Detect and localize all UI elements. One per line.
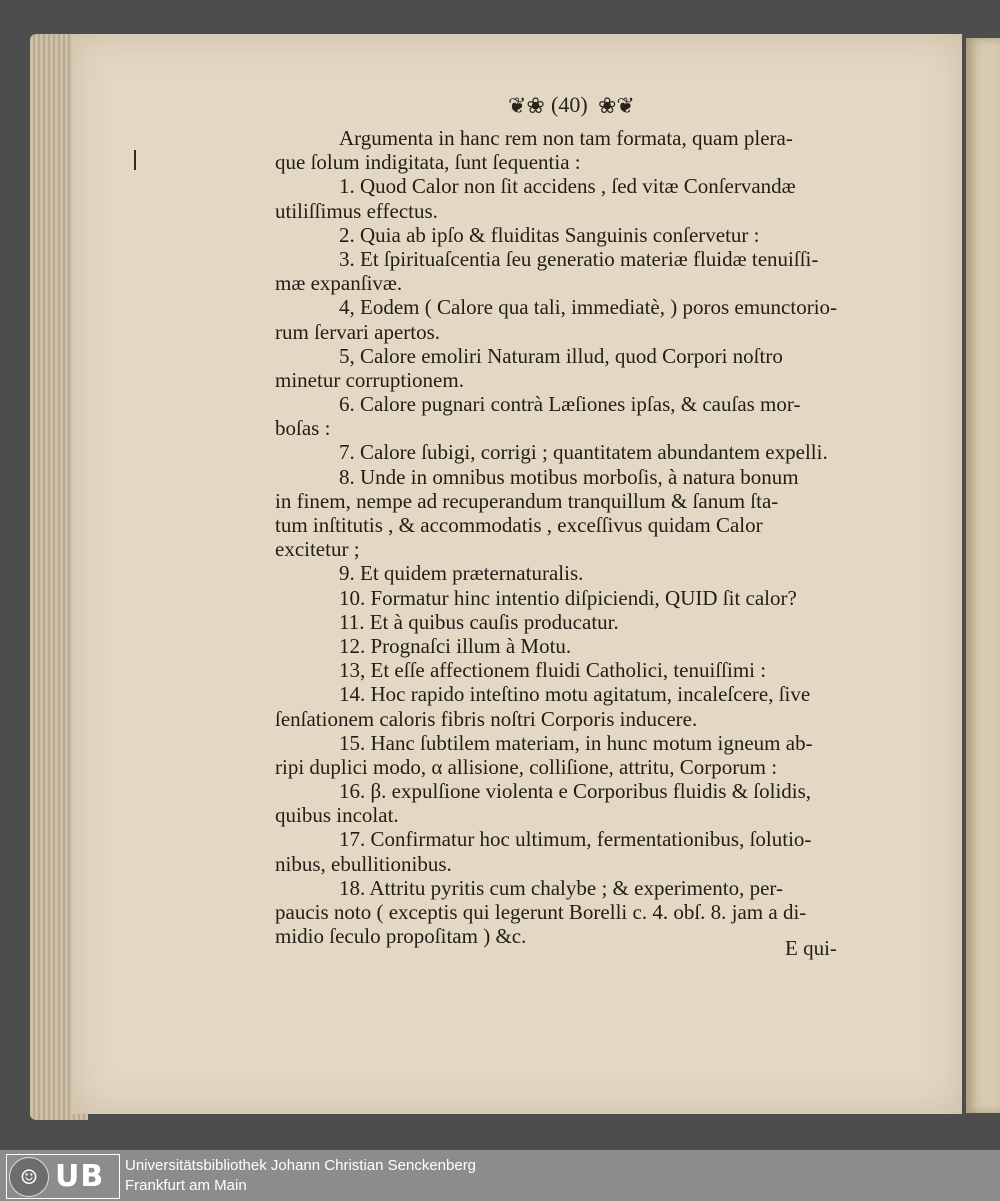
text-line: in finem, nempe ad recuperandum tranquillum & ſanum ſta-: [275, 488, 779, 513]
text-line: 9. Et quidem præternaturalis.: [339, 561, 584, 586]
text-line: 12. Prognaſci illum à Motu.: [339, 633, 572, 658]
text-line: que ſolum indigitata, ſunt ſequentia :: [275, 150, 581, 175]
text-line: excitetur ;: [275, 537, 360, 562]
text-line: 6. Calore pugnari contrà Læſiones ipſas, & cauſas mor-: [339, 392, 801, 417]
library-name-line1: Universitätsbibliothek Johann Christian Senckenberg: [125, 1157, 477, 1174]
text-line: 14. Hoc rapido inteſtino motu agitatum, incaleſcere, ſive: [339, 682, 811, 707]
text-line: 2. Quia ab ipſo & fluiditas Sanguinis conſervetur :: [339, 222, 760, 247]
text-line: minetur corruptionem.: [275, 367, 464, 392]
text-line: 11. Et à quibus cauſis producatur.: [339, 609, 619, 634]
footer-bar: [0, 1150, 1000, 1201]
text-line: 5, Calore emoliri Naturam illud, quod Corpori noſtro: [339, 343, 783, 368]
text-line: 16. β. expulſione violenta e Corporibus fluidis & ſolidis,: [339, 779, 812, 804]
text-line: utiliſſimus effectus.: [275, 198, 438, 223]
text-line: 3. Et ſpirituaſcentia ſeu generatio materiæ fluidæ tenuiſſi-: [339, 246, 819, 271]
catchword: E qui-: [785, 936, 837, 960]
portrait-seal-icon: ☺: [9, 1157, 49, 1197]
text-line: ripi duplici modo, α allisione, colliſione, attritu, Corporum :: [275, 754, 778, 779]
text-line: 18. Attritu pyritis cum chalybe ; & experimento, per-: [339, 875, 783, 900]
text-line: Argumenta in hanc rem non tam formata, quam plera-: [339, 126, 793, 150]
text-line: 1. Quod Calor non ſit accidens , ſed vitæ Conſervandæ: [339, 174, 796, 199]
text-line: 7. Calore ſubigi, corrigi ; quantitatem abundantem expelli.: [339, 440, 828, 465]
text-line: 4, Eodem ( Calore qua tali, immediatè, ) poros emunctorio-: [339, 295, 838, 320]
text-line: 17. Confirmatur hoc ultimum, fermentationibus, ſolutio-: [339, 827, 812, 852]
text-line: rum ſervari apertos.: [275, 319, 441, 344]
library-name-line2: Frankfurt am Main: [125, 1177, 247, 1194]
text-line: paucis noto ( exceptis qui legerunt Borelli c. 4. obſ. 8. jam a di-: [275, 900, 807, 924]
ornament-left: ❦❀: [508, 94, 545, 119]
logo-text: UB: [55, 1159, 105, 1194]
library-name: [125, 1156, 476, 1196]
page-text: [275, 126, 850, 948]
text-line: boſas :: [275, 416, 331, 441]
text-line: 13, Et eſſe affectionem fluidi Catholici, tenuiſſimi :: [339, 658, 767, 683]
text-line: nibus, ebullitionibus.: [275, 851, 452, 876]
text-line: 8. Unde in omnibus motibus morboſis, à natura bonum: [339, 464, 799, 489]
library-logo[interactable]: [6, 1154, 120, 1199]
margin-mark: [134, 150, 136, 170]
text-line: 10. Formatur hinc intentio diſpiciendi, QUID ſit calor?: [339, 585, 797, 610]
text-line: midio ſeculo propoſitam ) &c.: [275, 924, 527, 949]
text-line: ſenſationem caloris fibris noſtri Corporis inducere.: [275, 706, 698, 731]
ornament-right: ❀❦: [598, 94, 635, 119]
text-line: 15. Hanc ſubtilem materiam, in hunc motum igneum ab-: [339, 730, 813, 755]
page-number: (40): [551, 92, 588, 117]
facing-page-edge: [966, 38, 1000, 1113]
text-line: quibus incolat.: [275, 803, 399, 828]
text-line: tum inſtitutis , & accommodatis , exceſſivus quidam Calor: [275, 513, 763, 537]
text-line: mæ expanſivæ.: [275, 271, 403, 296]
